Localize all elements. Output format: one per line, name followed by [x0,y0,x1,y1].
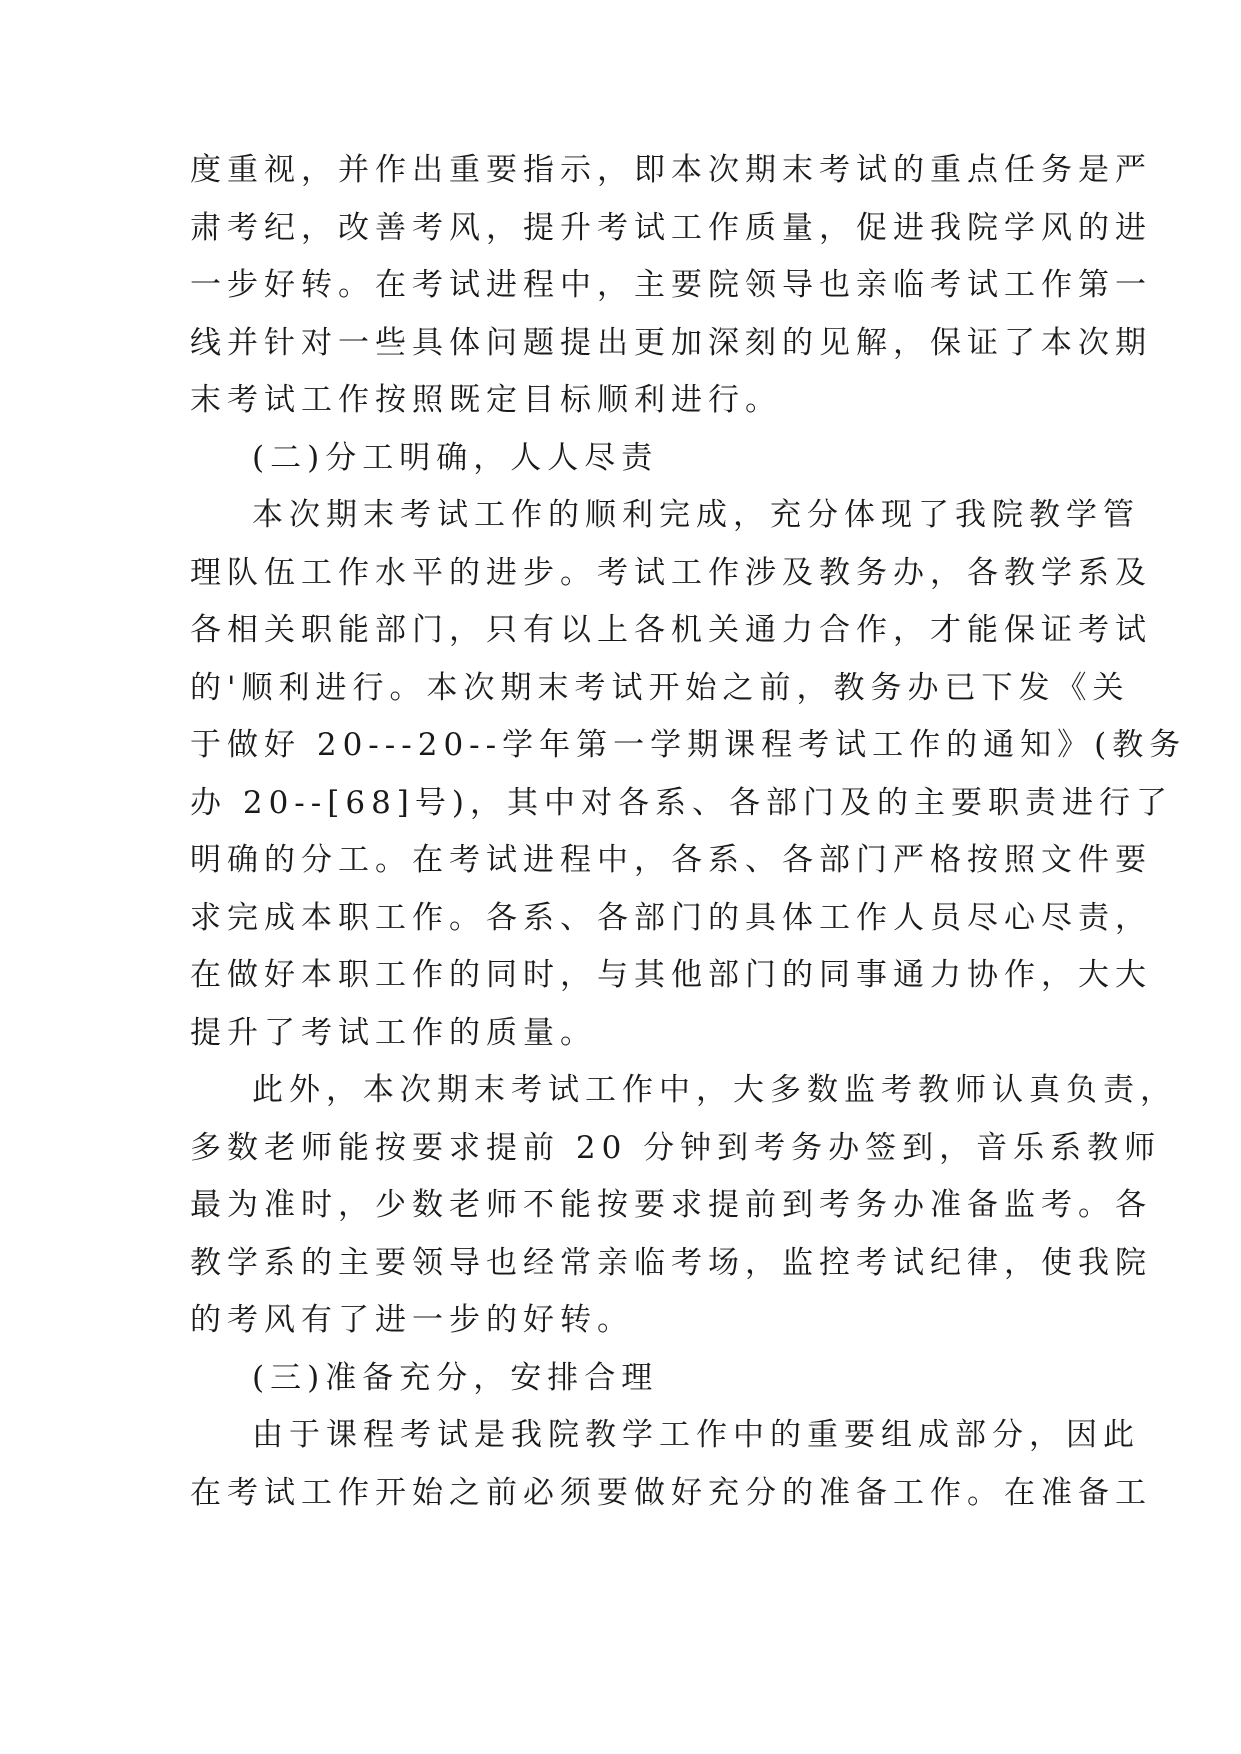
paragraph-line: 由于课程考试是我院教学工作中的重要组成部分，因此 [252,1417,1140,1453]
paragraph-line: 一步好转。在考试进程中，主要院领导也亲临考试工作第一 [190,267,1152,303]
paragraph-line: 办 20--[68]号)，其中对各系、各部门及的主要职责进行了 [190,785,1173,821]
paragraph-line: 各相关职能部门，只有以上各机关通力合作，才能保证考试 [190,612,1152,648]
paragraph-line: 肃考纪，改善考风，提升考试工作质量，促进我院学风的进 [190,210,1152,246]
section-heading: (三)准备充分，安排合理 [252,1360,659,1396]
paragraph-line: 在考试工作开始之前必须要做好充分的准备工作。在准备工 [190,1475,1152,1511]
paragraph-line: 线并针对一些具体问题提出更加深刻的见解，保证了本次期 [190,325,1152,361]
paragraph-line: 教学系的主要领导也经常亲临考场，监控考试纪律，使我院 [190,1245,1152,1281]
paragraph-line: 于做好 20---20--学年第一学期课程考试工作的通知》(教务 [190,727,1187,763]
paragraph-line: 求完成本职工作。各系、各部门的具体工作人员尽心尽责， [190,900,1152,936]
paragraph-line: 明确的分工。在考试进程中，各系、各部门严格按照文件要 [190,842,1152,878]
section-heading: (二)分工明确，人人尽责 [252,440,659,476]
paragraph-line: 的'顺利进行。本次期末考试开始之前，教务办已下发《关 [190,670,1130,706]
paragraph-line: 本次期末考试工作的顺利完成，充分体现了我院教学管 [252,497,1140,533]
paragraph-line: 在做好本职工作的同时，与其他部门的同事通力协作，大大 [190,957,1152,993]
paragraph-line: 多数老师能按要求提前 20 分钟到考务办签到，音乐系教师 [190,1130,1162,1166]
paragraph-line: 提升了考试工作的质量。 [190,1015,597,1051]
paragraph-line: 的考风有了进一步的好转。 [190,1302,634,1338]
paragraph-line: 度重视，并作出重要指示，即本次期末考试的重点任务是严 [190,152,1152,188]
paragraph-line: 末考试工作按照既定目标顺利进行。 [190,382,782,418]
paragraph-line: 此外，本次期末考试工作中，大多数监考教师认真负责， [252,1072,1177,1108]
paragraph-line: 最为准时，少数老师不能按要求提前到考务办准备监考。各 [190,1187,1152,1223]
paragraph-line: 理队伍工作水平的进步。考试工作涉及教务办，各教学系及 [190,555,1152,591]
